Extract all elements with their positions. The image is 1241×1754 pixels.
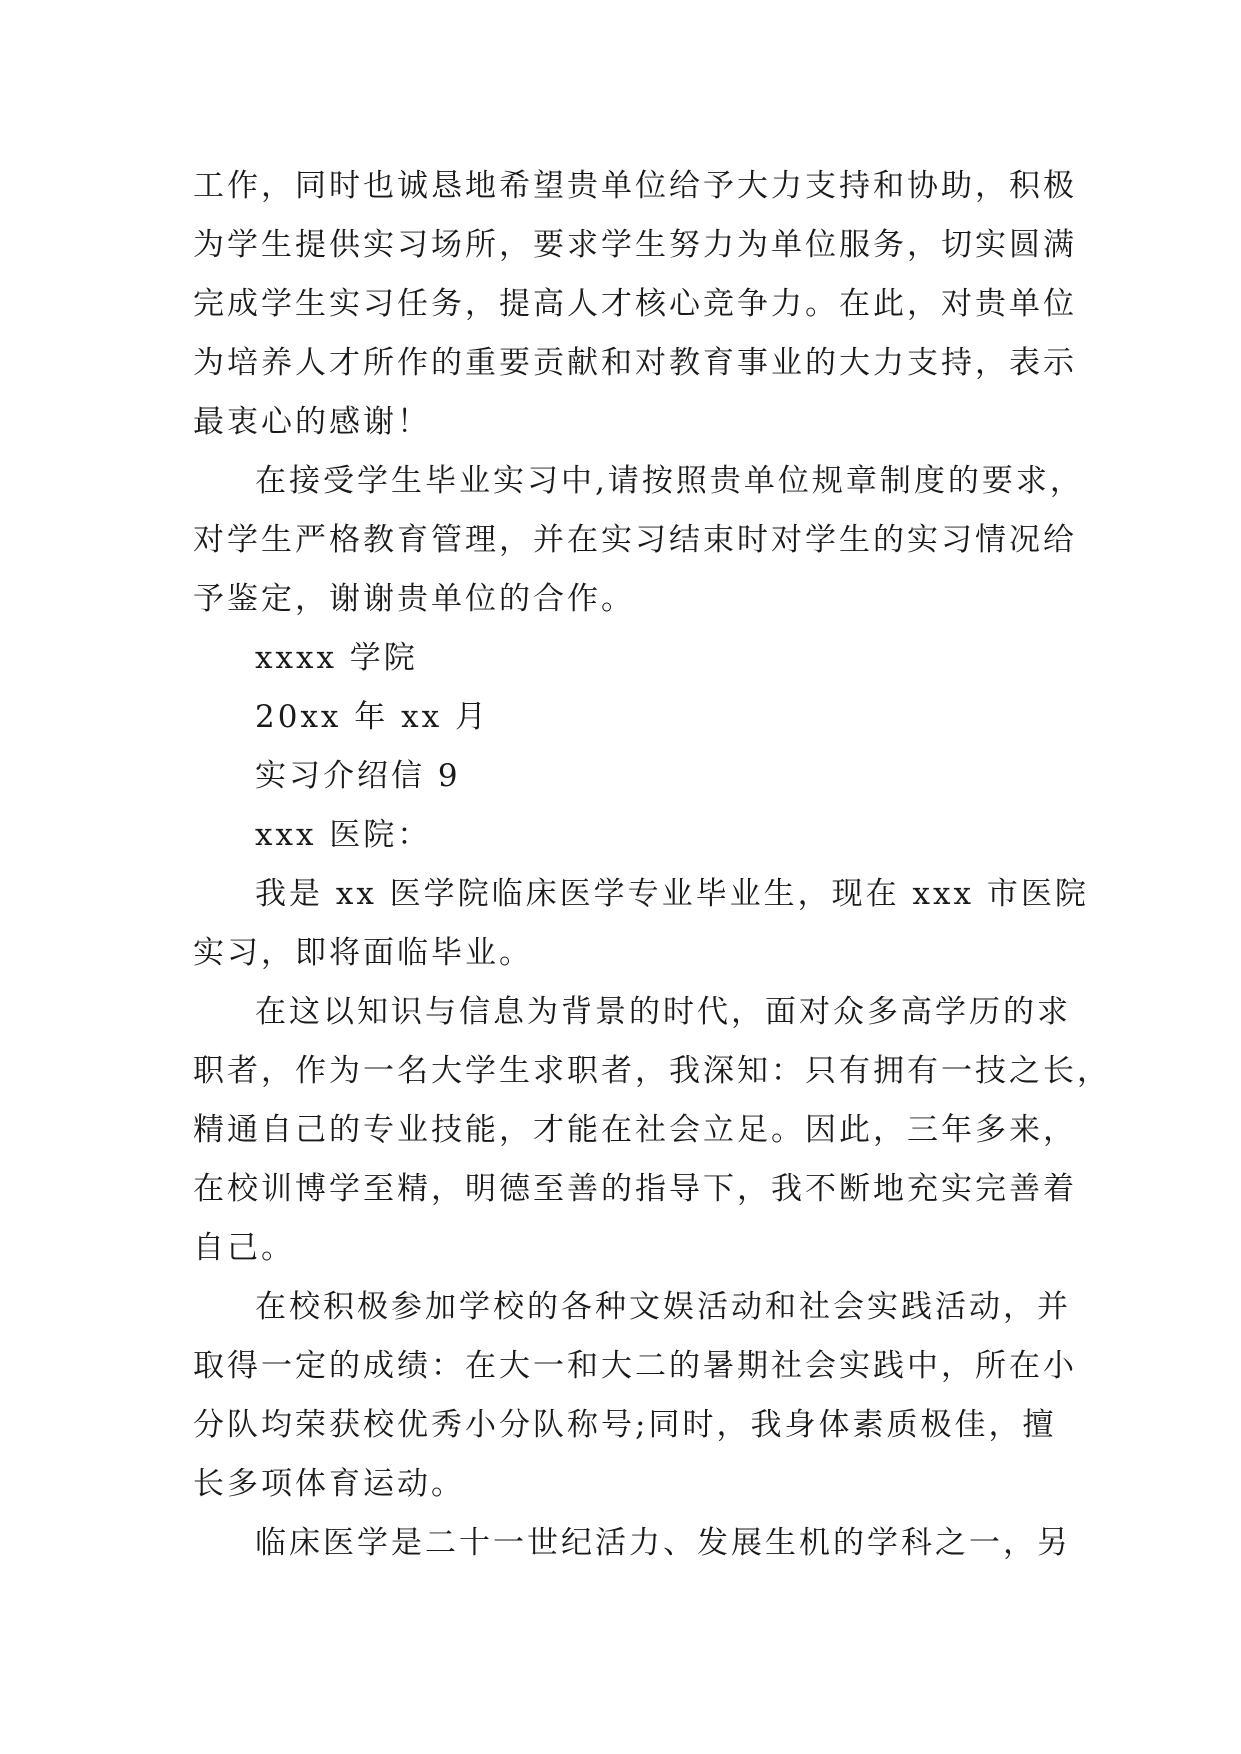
text-line: 在这以知识与信息为背景的时代，面对众多高学历的求 xyxy=(255,994,1071,1030)
text-line: 完成学生实习任务，提高人才核心竞争力。在此，对贵单位 xyxy=(193,286,1077,322)
text-line: 分队均荣获校优秀小分队称号;同时，我身体素质极佳，擅 xyxy=(193,1407,1057,1443)
text-line: 实习，即将面临毕业。 xyxy=(193,935,533,971)
text-line: 取得一定的成绩：在大一和大二的暑期社会实践中，所在小 xyxy=(193,1348,1077,1384)
text-line: 精通自己的专业技能，才能在社会立足。因此，三年多来， xyxy=(193,1112,1077,1148)
text-line: 在校训博学至精，明德至善的指导下，我不断地充实完善着 xyxy=(193,1171,1077,1207)
text-line: 予鉴定，谢谢贵单位的合作。 xyxy=(193,581,635,617)
text-line: 对学生严格教育管理，并在实习结束时对学生的实习情况给 xyxy=(193,522,1077,558)
text-line: 长多项体育运动。 xyxy=(193,1466,465,1502)
signature-institution: xxxx 学院 xyxy=(255,640,418,676)
text-line: 职者，作为一名大学生求职者，我深知：只有拥有一技之长， xyxy=(193,1053,1111,1089)
text-line: 临床医学是二十一世纪活力、发展生机的学科之一，另 xyxy=(255,1525,1071,1561)
section-heading: 实习介绍信 9 xyxy=(255,758,461,794)
salutation: xxx 医院： xyxy=(255,817,432,853)
text-line: 为培养人才所作的重要贡献和对教育事业的大力支持，表示 xyxy=(193,345,1077,381)
text-line: 在接受学生毕业实习中,请按照贵单位规章制度的要求， xyxy=(255,463,1084,499)
text-line: 在校积极参加学校的各种文娱活动和社会实践活动，并 xyxy=(255,1289,1071,1325)
text-line: 最衷心的感谢！ xyxy=(193,404,431,440)
signature-date: 20xx 年 xx 月 xyxy=(255,699,489,735)
text-line: 为学生提供实习场所，要求学生努力为单位服务，切实圆满 xyxy=(193,227,1077,263)
text-line: 我是 xx 医学院临床医学专业毕业生，现在 xxx 市医院 xyxy=(255,876,1089,912)
text-line: 工作，同时也诚恳地希望贵单位给予大力支持和协助，积极 xyxy=(193,168,1077,204)
text-line: 自己。 xyxy=(193,1230,295,1266)
